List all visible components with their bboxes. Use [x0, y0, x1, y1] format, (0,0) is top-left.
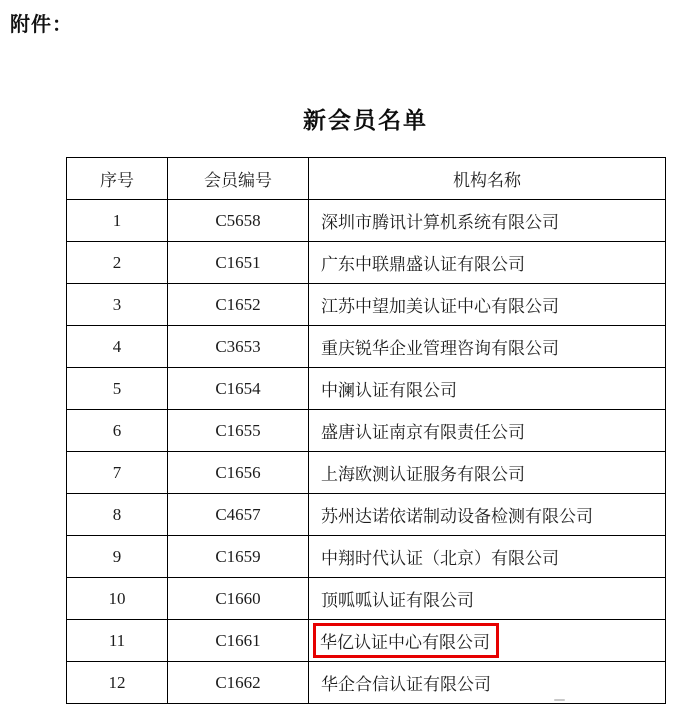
org-name-text: 苏州达诺依诺制动设备检测有限公司	[321, 507, 593, 526]
member-id-cell: C1652	[168, 284, 309, 326]
header-org-name: 机构名称	[309, 158, 666, 200]
org-name-cell	[309, 662, 666, 704]
table-row	[67, 284, 666, 326]
header-member-id: 会员编号	[168, 158, 309, 200]
org-name-text: 深圳市腾讯计算机系统有限公司	[321, 213, 559, 232]
table-row	[67, 578, 666, 620]
attachment-label: 附件：	[10, 14, 73, 36]
table-header	[67, 158, 666, 200]
member-id-cell: C1651	[168, 242, 309, 284]
org-name-cell	[309, 368, 666, 410]
serial-cell: 7	[67, 452, 168, 494]
scan-artifact	[554, 699, 565, 701]
member-id-cell: C1660	[168, 578, 309, 620]
serial-cell: 2	[67, 242, 168, 284]
serial-cell: 6	[67, 410, 168, 452]
serial-cell: 9	[67, 536, 168, 578]
table-row	[67, 494, 666, 536]
serial-cell: 12	[67, 662, 168, 704]
org-name-text: 重庆锐华企业管理咨询有限公司	[321, 339, 559, 358]
org-name-cell	[309, 410, 666, 452]
serial-cell: 11	[67, 620, 168, 662]
org-name-text: 中澜认证有限公司	[321, 381, 457, 400]
org-name-text: 中翔时代认证（北京）有限公司	[321, 549, 559, 568]
org-name-text: 上海欧测认证服务有限公司	[321, 465, 525, 484]
org-name-cell	[309, 494, 666, 536]
member-id-cell: C1656	[168, 452, 309, 494]
member-id-cell: C1659	[168, 536, 309, 578]
org-name-cell	[309, 326, 666, 368]
org-name-cell	[309, 242, 666, 284]
org-name-text: 盛唐认证南京有限责任公司	[321, 423, 525, 442]
table-row	[67, 242, 666, 284]
org-name-cell	[309, 452, 666, 494]
serial-cell: 1	[67, 200, 168, 242]
org-name-cell	[309, 536, 666, 578]
serial-cell: 10	[67, 578, 168, 620]
member-id-cell: C1662	[168, 662, 309, 704]
org-name-cell	[309, 578, 666, 620]
table-row	[67, 452, 666, 494]
new-members-table	[66, 157, 666, 704]
table-row	[67, 662, 666, 704]
header-row	[67, 158, 666, 200]
table-row	[67, 620, 666, 662]
org-name-text: 华企合信认证有限公司	[321, 675, 491, 694]
org-name-cell	[309, 200, 666, 242]
org-name-text-highlighted: 华亿认证中心有限公司	[313, 623, 499, 658]
member-id-cell: C5658	[168, 200, 309, 242]
page-title: 新会员名单	[303, 107, 428, 133]
org-name-cell	[309, 620, 666, 662]
serial-cell: 3	[67, 284, 168, 326]
org-name-text: 江苏中望加美认证中心有限公司	[321, 297, 559, 316]
header-serial: 序号	[67, 158, 168, 200]
org-name-text: 广东中联鼎盛认证有限公司	[321, 255, 525, 274]
serial-cell: 5	[67, 368, 168, 410]
member-id-cell: C1654	[168, 368, 309, 410]
org-name-cell	[309, 284, 666, 326]
member-id-cell: C4657	[168, 494, 309, 536]
member-id-cell: C1661	[168, 620, 309, 662]
table-row	[67, 368, 666, 410]
table-row	[67, 200, 666, 242]
member-id-cell: C1655	[168, 410, 309, 452]
member-table-body	[67, 200, 666, 704]
table-row	[67, 410, 666, 452]
org-name-text: 顶呱呱认证有限公司	[321, 591, 474, 610]
serial-cell: 4	[67, 326, 168, 368]
member-id-cell: C3653	[168, 326, 309, 368]
serial-cell: 8	[67, 494, 168, 536]
table-row	[67, 536, 666, 578]
table-row	[67, 326, 666, 368]
